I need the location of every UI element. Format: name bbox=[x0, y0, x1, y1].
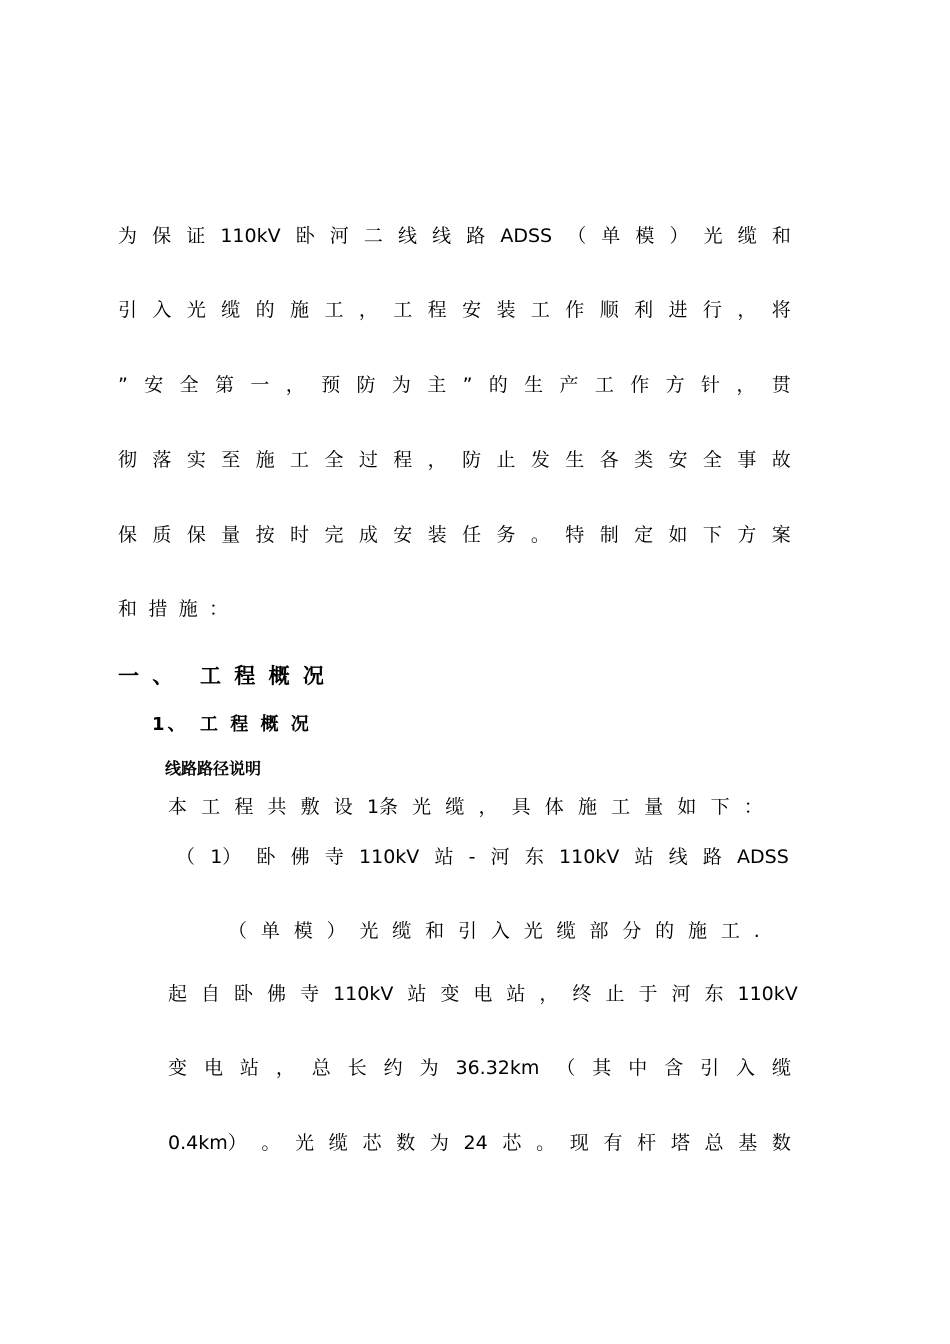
intro-line-2: 引 入 光 缆 的 施 工 ， 工 程 安 装 工 作 顺 利 进 行 ， 将 bbox=[118, 299, 791, 321]
route-line-2: 变 电 站 ， 总 长 约 为 36.32km （ 其 中 含 引 入 缆 bbox=[168, 1057, 791, 1079]
intro-line-4: 彻 落 实 至 施 工 全 过 程 ， 防 止 发 生 各 类 安 全 事 故 bbox=[118, 449, 791, 471]
section-title: 工 程 概 况 bbox=[200, 664, 327, 688]
section-number: 一 、 bbox=[118, 664, 177, 688]
route-description-heading: 线路路径说明 bbox=[165, 759, 262, 778]
subsection-title: 工 程 概 况 bbox=[200, 714, 312, 735]
intro-line-1: 为 保 证 110kV 卧 河 二 线 线 路 ADSS （ 单 模 ） 光 缆 和 bbox=[118, 225, 791, 247]
section-heading bbox=[118, 660, 327, 690]
summary-line: 本 工 程 共 敷 设 1条 光 缆 ， 具 体 施 工 量 如 下 ： bbox=[168, 796, 763, 818]
subsection-heading bbox=[152, 710, 312, 736]
intro-line-6: 和 措 施 ： bbox=[118, 598, 228, 620]
intro-line-3: ” 安 全 第 一 ， 预 防 为 主 ” 的 生 产 工 作 方 针 ， 贯 bbox=[118, 374, 791, 396]
item1-line-2: （ 单 模 ） 光 缆 和 引 入 光 缆 部 分 的 施 工 . bbox=[228, 920, 760, 942]
route-line-3: 0.4km） 。 光 缆 芯 数 为 24 芯 。 现 有 杆 塔 总 基 数 bbox=[168, 1132, 791, 1154]
route-line-1: 起 自 卧 佛 寺 110kV 站 变 电 站 ， 终 止 于 河 东 110kV bbox=[168, 983, 798, 1005]
item1-line-1: （ 1） 卧 佛 寺 110kV 站 - 河 东 110kV 站 线 路 ADSS bbox=[176, 846, 789, 868]
intro-line-5: 保 质 保 量 按 时 完 成 安 装 任 务 。 特 制 定 如 下 方 案 bbox=[118, 524, 791, 546]
subsection-number: 1、 bbox=[152, 714, 189, 735]
